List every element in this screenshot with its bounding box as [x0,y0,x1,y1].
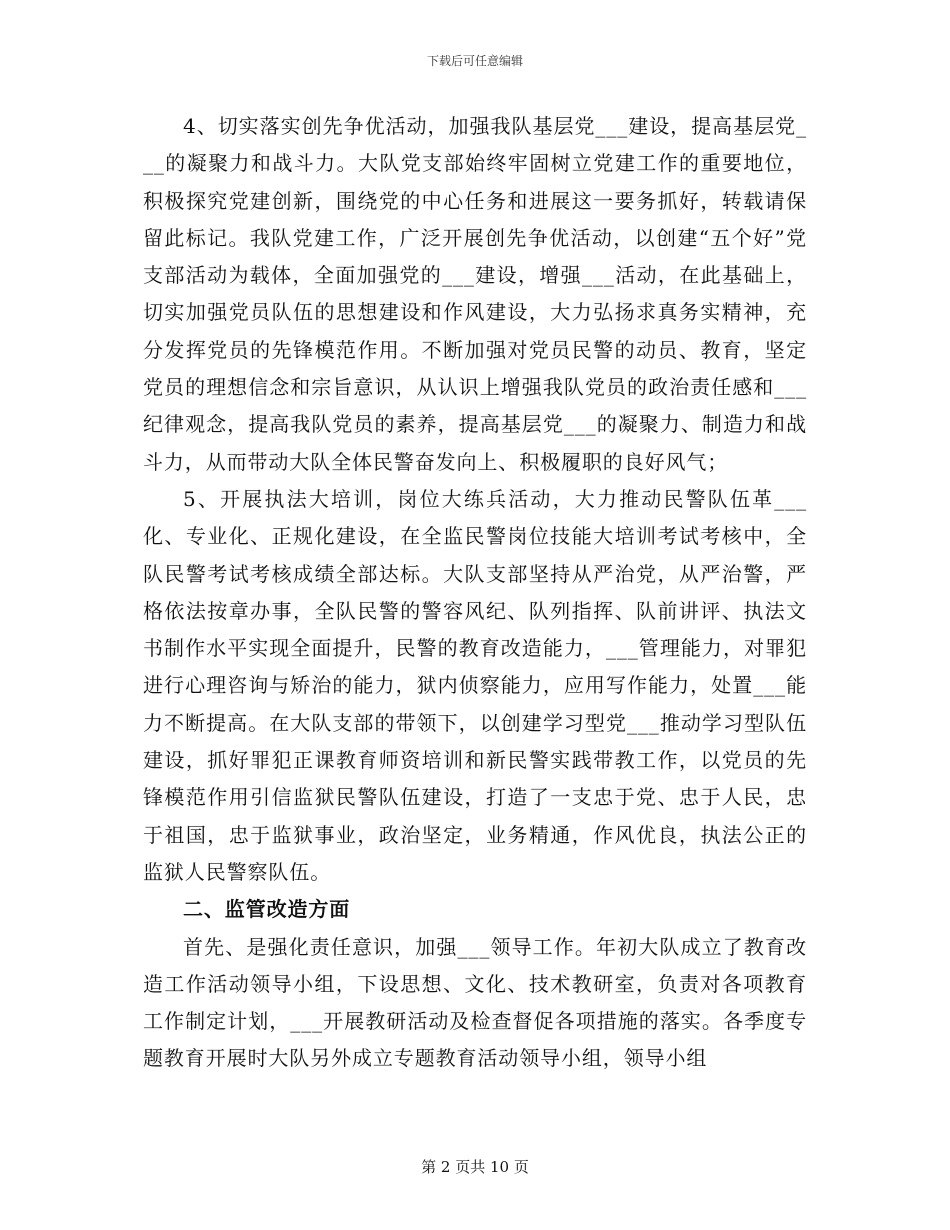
page-number-footer: 第 2 页共 10 页 [421,1158,529,1176]
document-body [143,108,807,1078]
page-header-note: 下载后可任意编辑 [426,54,523,68]
paragraph-first: 首先、是强化责任意识，加强___领导工作。年初大队成立了教育改造工作活动领导小组，下设思想、文化、技术教研室，负责对各项教育工作制定计划，___开展教研活动及检查督促各项措施的落实。各季度专题教育开展时大队另外成立专题教育活动领导小组，领导小组 [143,934,807,1071]
paragraph-item-4: 4、切实落实创先争优活动，加强我队基层党___建设，提高基层党___的凝聚力和战斗力。大队党支部始终牢固树立党建工作的重要地位，积极探究党建创新，围绕党的中心任务和进展这一要务抓好，转载请保留此标记。我队党建工作，广泛开展创先争优活动，以创建“五个好”党支部活动为载体，全面加强党的___建设，增强___活动，在此基础上，切实加强党员队伍的思想建设和作风建设，大力弘扬求真务实精神，充分发挥党员的先锋模范作用。不断加强对党员民警的动员、教育，坚定党员的理想信念和宗旨意识，从认识上增强我队党员的政治责任感和___纪律观念，提高我队党员的素养，提高基层党___的凝聚力、制造力和战斗力，从而带动大队全体民警奋发向上、积极履职的良好风气； [143,114,807,474]
section-heading: 二、监管改造方面 [183,897,351,922]
paragraph-item-5: 5、开展执法大培训，岗位大练兵活动，大力推动民警队伍革___化、专业化、正规化建设，在全监民警岗位技能大培训考试考核中，全队民警考试考核成绩全部达标。大队支部坚持从严治党，从严治警，严格依法按章办事，全队民警的警容风纪、队列指挥、队前讲评、执法文书制作水平实现全面提升，民警的教育改造能力，___管理能力，对罪犯进行心理咨询与矫治的能力，狱内侦察能力，应用写作能力，处置___能力不断提高。在大队支部的带领下，以创建学习型党___推动学习型队伍建设，抓好罪犯正课教育师资培训和新民警实践带教工作，以党员的先锋模范作用引信监狱民警队伍建设，打造了一支忠于党、忠于人民，忠于祖国，忠于监狱事业，政治坚定，业务精通，作风优良，执法公正的监狱人民警察队伍。 [143,486,807,884]
